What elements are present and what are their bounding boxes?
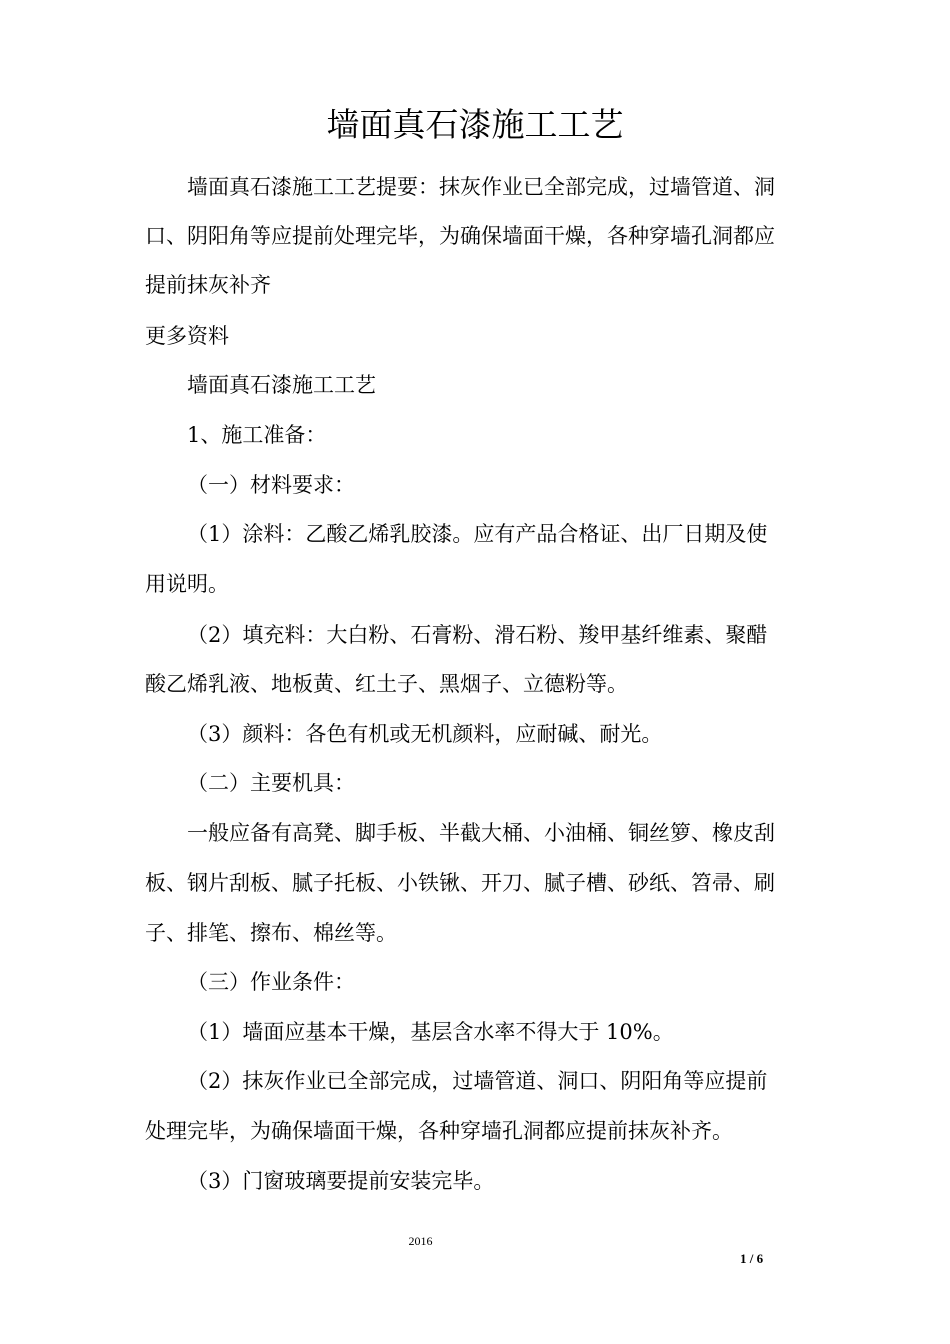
paragraph-line: 提前抹灰补齐 (145, 273, 271, 297)
paragraph-line: （2）填充料：大白粉、石膏粉、滑石粉、羧甲基纤维素、聚醋 (187, 623, 768, 647)
paragraph-line: 酸乙烯乳液、地板黄、红土子、黑烟子、立德粉等。 (145, 672, 628, 696)
paragraph-line: 处理完毕，为确保墙面干燥，各种穿墙孔洞都应提前抹灰补齐。 (145, 1119, 733, 1143)
paragraph-line: 墙面真石漆施工工艺提要：抹灰作业已全部完成，过墙管道、洞 (187, 175, 775, 199)
paragraph-line: 板、钢片刮板、腻子托板、小铁锹、开刀、腻子槽、砂纸、笤帚、刷 (145, 871, 775, 895)
paragraph-line: （2）抹灰作业已全部完成，过墙管道、洞口、阴阳角等应提前 (187, 1069, 768, 1093)
paragraph-line: 一般应备有高凳、脚手板、半截大桶、小油桶、铜丝箩、橡皮刮 (187, 821, 775, 845)
footer-year: 2016 (408, 1234, 433, 1248)
paragraph-line: 更多资料 (145, 324, 229, 348)
paragraph-line: （1）涂料：乙酸乙烯乳胶漆。应有产品合格证、出厂日期及使 (187, 522, 768, 546)
paragraph-line: 墙面真石漆施工工艺 (187, 373, 376, 397)
subsection-heading: （三）作业条件： (187, 970, 355, 994)
paragraph-line: 子、排笔、擦布、棉丝等。 (145, 921, 397, 945)
paragraph-line: （3）颜料：各色有机或无机颜料，应耐碱、耐光。 (187, 722, 663, 746)
subsection-heading: （一）材料要求： (187, 473, 355, 497)
page-number: 1 / 6 (740, 1251, 764, 1266)
document-title: 墙面真石漆施工工艺 (326, 105, 624, 144)
subsection-heading: （二）主要机具： (187, 771, 355, 795)
section-heading: 1、施工准备： (187, 423, 327, 447)
paragraph-line: （1）墙面应基本干燥，基层含水率不得大于 10%。 (187, 1020, 674, 1044)
paragraph-line: 口、阴阳角等应提前处理完毕，为确保墙面干燥，各种穿墙孔洞都应 (145, 224, 775, 248)
paragraph-line: （3）门窗玻璃要提前安装完毕。 (187, 1169, 495, 1193)
paragraph-line: 用说明。 (145, 572, 229, 596)
